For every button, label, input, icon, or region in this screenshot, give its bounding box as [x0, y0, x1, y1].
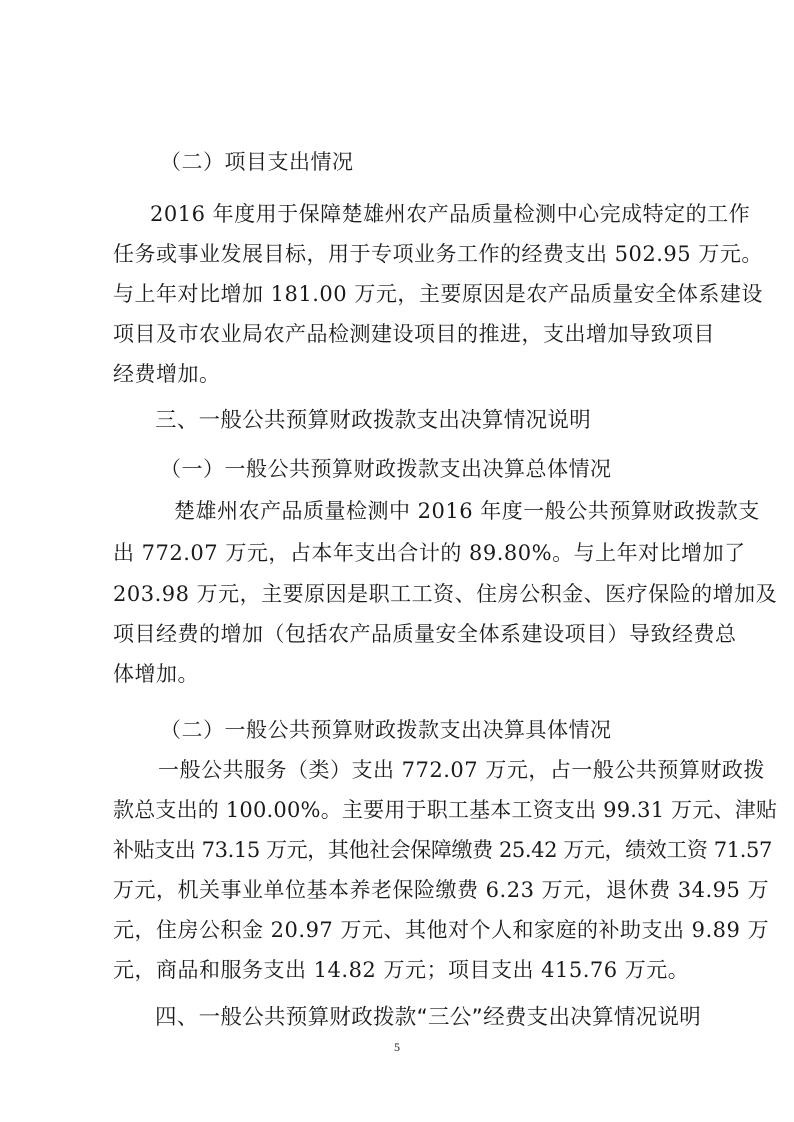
subheading-overall: （一）一般公共预算财政拨款支出决算总体情况 [160, 457, 612, 481]
paragraph-line: 楚雄州农产品质量检测中 2016 年度一般公共预算财政拨款支 [174, 499, 760, 523]
paragraph-line: 出 772.07 万元，占本年支出合计的 89.80%。与上年对比增加了 [113, 541, 746, 565]
section-heading-3: 三、一般公共预算财政拨款支出决算情况说明 [155, 408, 592, 433]
section-heading-4: 四、一般公共预算财政拨款“三公”经费支出决算情况说明 [155, 1005, 702, 1030]
paragraph-line: 体增加。 [113, 662, 199, 686]
paragraph-line: 项目经费的增加（包括农产品质量安全体系建设项目）导致经费总 [113, 622, 737, 646]
paragraph-line: 任务或事业发展目标，用于专项业务工作的经费支出 502.95 万元。 [113, 242, 763, 266]
paragraph-line: 元，住房公积金 20.97 万元、其他对个人和家庭的补助支出 9.89 万 [113, 918, 770, 942]
page-number: 5 [394, 1040, 400, 1054]
subheading-project-expenditure: （二）项目支出情况 [160, 150, 354, 174]
paragraph-line: 元，商品和服务支出 14.82 万元；项目支出 415.76 万元。 [113, 958, 690, 982]
paragraph-line: 与上年对比增加 181.00 万元，主要原因是农产品质量安全体系建设 [113, 282, 763, 306]
paragraph-line: 补贴支出 73.15 万元，其他社会保障缴费 25.42 万元，绩效工资 71.57 [113, 838, 772, 862]
paragraph-line: 203.98 万元，主要原因是职工工资、住房公积金、医疗保险的增加及 [113, 582, 778, 606]
paragraph-line: 2016 年度用于保障楚雄州农产品质量检测中心完成特定的工作 [150, 202, 751, 226]
paragraph-line: 万元，机关事业单位基本养老保险缴费 6.23 万元，退休费 34.95 万 [113, 878, 770, 902]
paragraph-line: 一般公共服务（类）支出 772.07 万元，占一般公共预算财政拨 [158, 758, 765, 782]
subheading-specific: （二）一般公共预算财政拨款支出决算具体情况 [160, 718, 612, 742]
paragraph-line: 项目及市农业局农产品检测建设项目的推进，支出增加导致项目 [113, 322, 715, 346]
paragraph-line: 经费增加。 [113, 362, 221, 386]
paragraph-line: 款总支出的 100.00%。主要用于职工基本工资支出 99.31 万元、津贴 [113, 798, 778, 822]
